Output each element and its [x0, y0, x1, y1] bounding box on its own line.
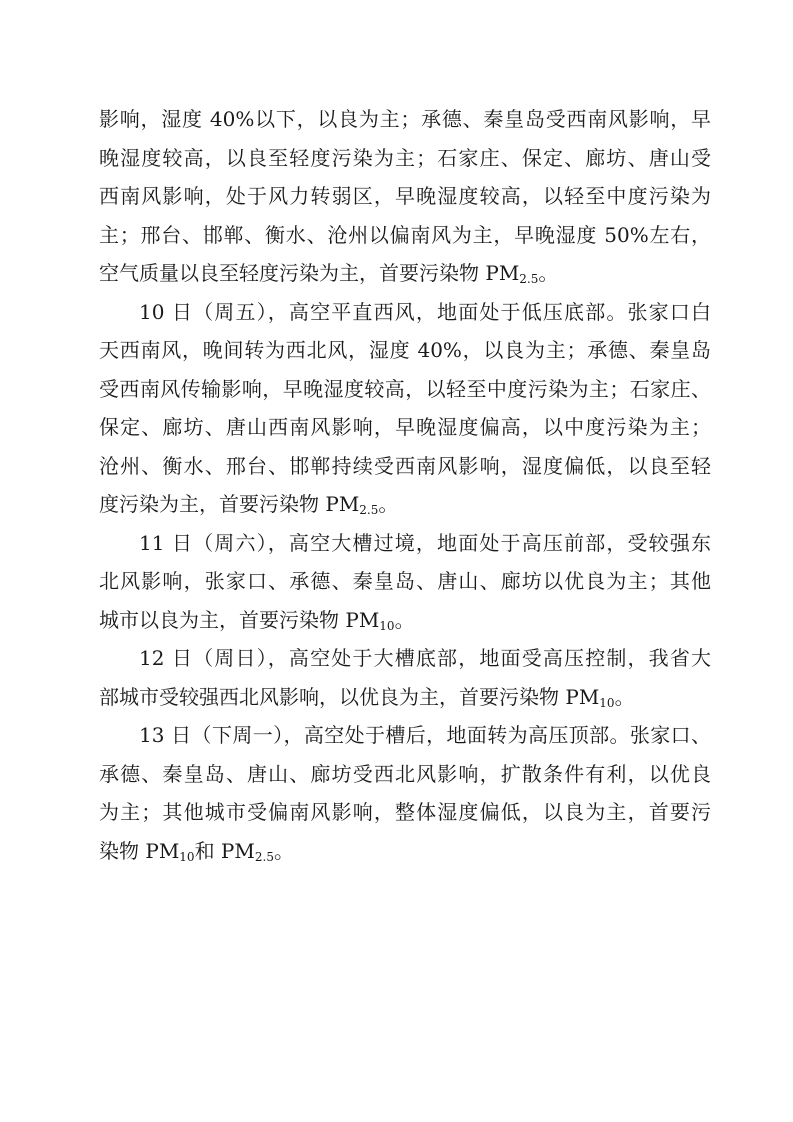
text-line: [99, 755, 711, 794]
text-line: [99, 601, 711, 640]
paragraph-continued-forecast: [99, 100, 711, 293]
text-segment: 保定、廊坊、唐山西南风影响，早晚湿度偏高，以中度污染为主；: [99, 415, 711, 439]
text-segment: 11 日（周六），高空大槽过境，地面处于高压前部，受较强东: [139, 530, 711, 555]
text-line: [99, 370, 711, 409]
text-line: [99, 716, 711, 755]
text-line: [99, 139, 711, 178]
text-segment: 13 日（下周一），高空处于槽后，地面转为高压顶部。张家口、: [139, 723, 711, 747]
text-line: [99, 678, 711, 717]
paragraph-day-11-forecast: [99, 524, 711, 640]
subscript: 10: [179, 849, 195, 864]
text-segment: 沧州、衡水、邢台、邯郸持续受西南风影响，湿度偏低，以良至轻: [99, 453, 711, 478]
text-line: [99, 639, 711, 678]
text-line: [99, 524, 711, 563]
subscript: 10: [599, 695, 615, 710]
text-segment: 。: [538, 261, 559, 285]
text-line: [99, 100, 711, 139]
text-line: [99, 331, 711, 370]
text-segment: 空气质量以良至轻度污染为主，首要污染物 PM: [99, 261, 520, 285]
text-line: [99, 832, 711, 871]
text-segment: 西南风影响，处于风力转弱区，早晚湿度较高，以轻至中度污染为: [99, 184, 711, 208]
text-segment: 部城市受较强西北风影响，以优良为主，首要污染物 PM: [99, 684, 600, 709]
text-segment: 城市以良为主，首要污染物 PM: [99, 607, 380, 632]
text-segment: 和 PM: [194, 838, 255, 863]
text-line: [99, 562, 711, 601]
forecast-text: [99, 100, 711, 870]
text-line: [99, 177, 711, 216]
text-line: [99, 485, 711, 524]
paragraph-day-13-forecast: [99, 716, 711, 870]
text-segment: 10 日（周五），高空平直西风，地面处于低压底部。张家口白: [139, 299, 711, 324]
text-line: [99, 408, 711, 447]
text-segment: 影响，湿度 40%以下，以良为主；承德、秦皇岛受西南风影响，早: [99, 107, 711, 131]
text-segment: 。: [273, 838, 294, 863]
subscript: 10: [379, 618, 395, 633]
paragraph-day-12-forecast: [99, 639, 711, 716]
text-segment: 度污染为主，首要污染物 PM: [99, 492, 360, 516]
text-segment: 天西南风，晚间转为西北风，湿度 40%，以良为主；承德、秦皇岛: [99, 338, 711, 362]
text-segment: 为主；其他城市受偏南风影响，整体湿度偏低，以良为主，首要污: [99, 800, 711, 824]
text-segment: 。: [614, 684, 635, 709]
text-segment: 北风影响，张家口、承德、秦皇岛、唐山、廊坊以优良为主；其他: [99, 569, 711, 593]
text-line: [99, 216, 711, 255]
text-segment: 承德、秦皇岛、唐山、廊坊受西北风影响，扩散条件有利，以优良: [99, 761, 711, 786]
text-line: [99, 293, 711, 332]
text-line: [99, 793, 711, 832]
text-segment: 主；邢台、邯郸、衡水、沧州以偏南风为主，早晚湿度 50%左右，: [99, 222, 711, 247]
text-segment: 。: [378, 492, 399, 516]
text-line: [99, 254, 711, 293]
text-segment: 受西南风传输影响，早晚湿度较高，以轻至中度污染为主；石家庄、: [99, 376, 711, 401]
text-segment: 染物 PM: [99, 838, 180, 863]
subscript: 2.5: [254, 849, 274, 864]
paragraph-day-10-forecast: [99, 293, 711, 524]
text-segment: 。: [394, 607, 415, 632]
subscript: 2.5: [359, 503, 379, 517]
subscript: 2.5: [519, 272, 539, 286]
text-line: [99, 447, 711, 486]
text-segment: 晚湿度较高，以良至轻度污染为主；石家庄、保定、廊坊、唐山受: [99, 145, 711, 170]
text-segment: 12 日（周日），高空处于大槽底部，地面受高压控制，我省大: [139, 646, 711, 670]
